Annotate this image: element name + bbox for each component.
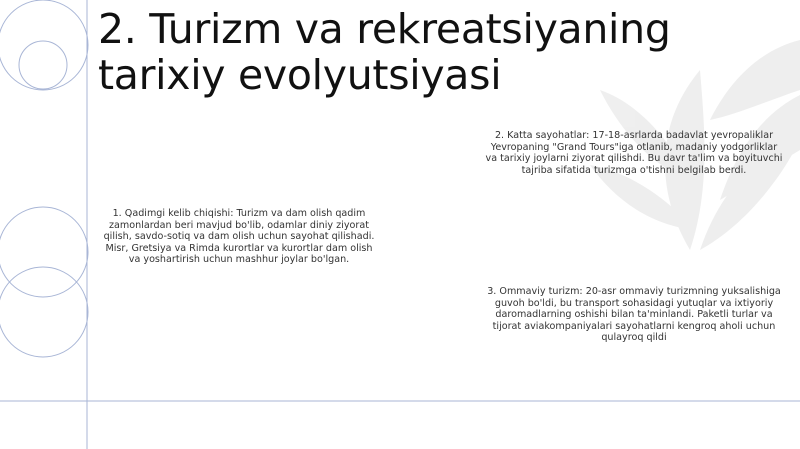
top-small-circle xyxy=(19,41,67,89)
point-grand-tours: 2. Katta sayohatlar: 17-18-asrlarda badavlat yevropaliklar Yevropaning "Grand Tours"iga otlanib, madaniy yodgorliklar va tarixiy joylarni ziyorat qilishdi. Bu davr ta'lim va boyituvchi tajriba sifatida turizmga o'tishni belgilab berdi. xyxy=(485,130,783,176)
point-ancient-origins: 1. Qadimgi kelib chiqishi: Turizm va dam olish qadim zamonlardan beri mavjud bo'lib, odamlar diniy ziyorat qilish, savdo-sotiq va dam olish uchun sayohat qilishadi. Misr, Gretsiya va Rimda kurortlar va kurortlar dam olish va yoshartirish uchun mashhur joylar bo'lgan. xyxy=(103,208,375,266)
slide-title: 2. Turizm va rekreatsiyaning tarixiy evolyutsiyasi xyxy=(98,5,671,99)
top-large-circle xyxy=(0,0,88,90)
middle-circle xyxy=(0,207,88,297)
point-mass-tourism: 3. Ommaviy turizm: 20-asr ommaviy turizmning yuksalishiga guvoh bo'ldi, bu transport sohasidagi yutuqlar va ixtiyoriy daromadlarning oshishi bilan ta'minlandi. Paketli turlar va tijorat aviakompaniyalari sayohatlarni kengroq aholi uchun qulayroq qildi xyxy=(487,286,781,344)
lower-circle xyxy=(0,267,88,357)
